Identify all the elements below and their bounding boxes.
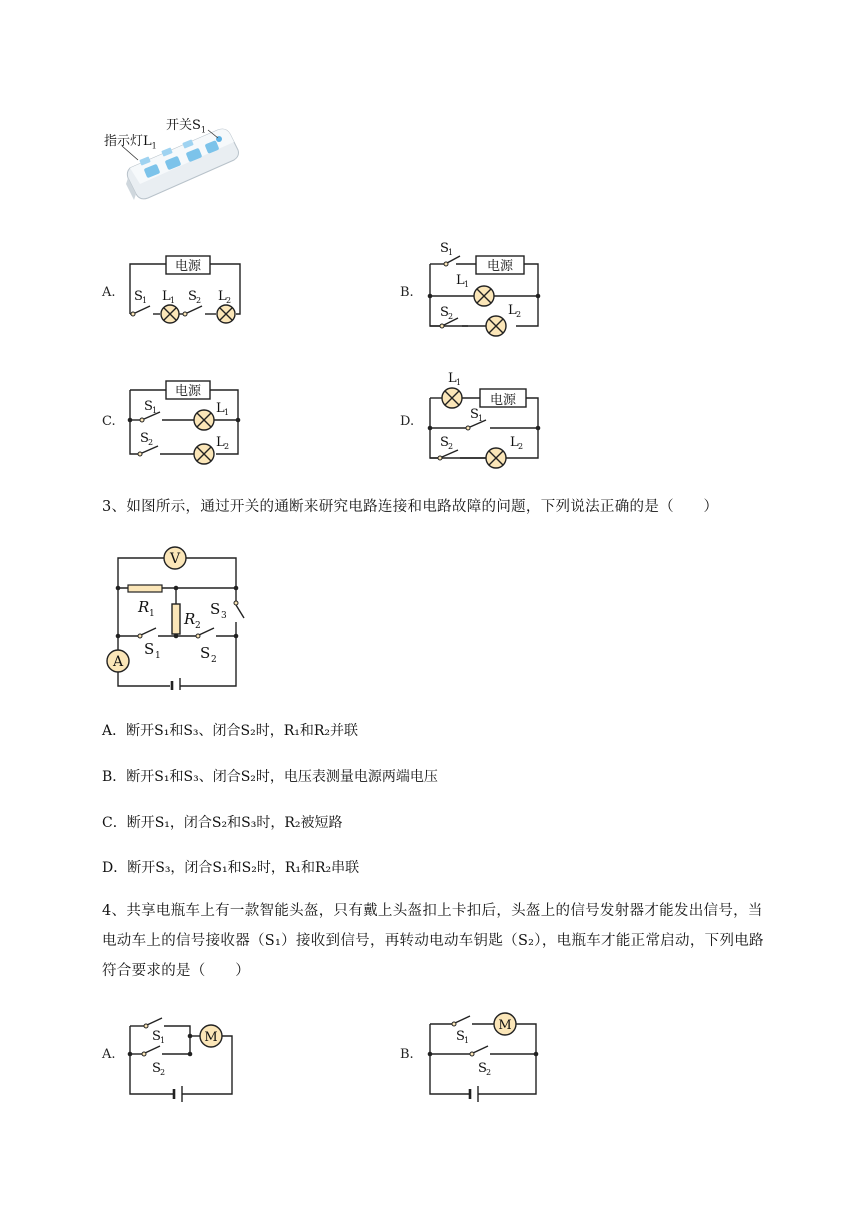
svg-text:2: 2 bbox=[448, 442, 454, 451]
svg-text:L: L bbox=[216, 435, 225, 450]
circuit-q3 bbox=[100, 540, 250, 690]
svg-text:1: 1 bbox=[464, 1036, 470, 1045]
svg-text:S: S bbox=[140, 431, 149, 446]
svg-text:2: 2 bbox=[148, 438, 154, 447]
svg-text:S: S bbox=[440, 305, 449, 320]
svg-text:1: 1 bbox=[224, 408, 230, 417]
svg-text:S: S bbox=[200, 644, 211, 662]
svg-text:电源: 电源 bbox=[486, 259, 514, 274]
svg-text:1: 1 bbox=[160, 1036, 166, 1045]
svg-text:A: A bbox=[112, 654, 124, 670]
svg-text:2: 2 bbox=[516, 310, 522, 319]
svg-text:电源: 电源 bbox=[174, 384, 202, 399]
circuit-2b bbox=[420, 236, 550, 346]
q2-option-b-label[interactable]: B. bbox=[400, 285, 414, 300]
q4-stem-line1: 4、共享电瓶车上有一款智能头盔，只有戴上头盔扣上卡扣后，头盔上的信号发射器才能发出信号，当 bbox=[102, 903, 763, 919]
circuit-2c bbox=[120, 378, 250, 468]
svg-text:L: L bbox=[162, 289, 171, 304]
svg-text:S: S bbox=[134, 289, 143, 304]
svg-text:1: 1 bbox=[478, 414, 484, 423]
svg-text:S: S bbox=[210, 600, 221, 618]
svg-text:R: R bbox=[138, 598, 150, 616]
switch-label: 开关$S_1$ bbox=[166, 118, 206, 135]
q4-stem-line3: 符合要求的是（ ） bbox=[102, 963, 250, 979]
svg-text:2: 2 bbox=[224, 442, 230, 451]
svg-text:L: L bbox=[216, 401, 225, 416]
power-label: 电源 bbox=[174, 259, 202, 274]
svg-text:S: S bbox=[152, 1061, 161, 1076]
svg-text:3: 3 bbox=[221, 611, 227, 621]
q3-choice-c[interactable]: C．断开S₁，闭合S₂和S₃时，R₂被短路 bbox=[102, 815, 343, 831]
svg-text:1: 1 bbox=[464, 280, 470, 289]
svg-text:M: M bbox=[204, 1030, 218, 1045]
svg-text:2: 2 bbox=[196, 296, 202, 305]
svg-text:S: S bbox=[144, 640, 155, 658]
svg-text:2: 2 bbox=[195, 621, 201, 631]
svg-text:1: 1 bbox=[456, 378, 462, 387]
svg-text:S: S bbox=[152, 1029, 161, 1044]
svg-text:2: 2 bbox=[486, 1068, 492, 1077]
svg-text:1: 1 bbox=[448, 248, 454, 257]
svg-text:1: 1 bbox=[170, 296, 176, 305]
circuit-4b bbox=[420, 998, 545, 1110]
circuit-2d bbox=[420, 370, 550, 470]
circuit-2a bbox=[120, 250, 250, 330]
svg-text:M: M bbox=[498, 1018, 512, 1033]
svg-text:L: L bbox=[448, 371, 457, 386]
svg-text:电源: 电源 bbox=[489, 393, 517, 408]
svg-text:S: S bbox=[188, 289, 197, 304]
q4-option-a-label[interactable]: A. bbox=[102, 1047, 116, 1062]
svg-text:R: R bbox=[184, 610, 196, 628]
svg-text:L: L bbox=[510, 435, 519, 450]
q4-option-b-label[interactable]: B. bbox=[400, 1047, 414, 1062]
svg-text:2: 2 bbox=[211, 655, 217, 665]
svg-text:L: L bbox=[456, 273, 465, 288]
q3-stem: 3、如图所示，通过开关的通断来研究电路连接和电路故障的问题，下列说法正确的是（ ） bbox=[102, 499, 719, 515]
q2-option-c-label[interactable]: C. bbox=[102, 414, 116, 429]
svg-text:S: S bbox=[440, 241, 449, 256]
q2-option-a-label[interactable]: A. bbox=[102, 285, 116, 300]
circuit-4a bbox=[120, 1002, 245, 1112]
svg-text:S: S bbox=[478, 1061, 487, 1076]
q3-choice-d[interactable]: D．断开S₃，闭合S₁和S₂时，R₁和R₂串联 bbox=[102, 860, 360, 876]
svg-text:V: V bbox=[169, 551, 181, 567]
svg-text:2: 2 bbox=[518, 442, 524, 451]
q3-choice-b[interactable]: B．断开S₁和S₃、闭合S₂时，电压表测量电源两端电压 bbox=[102, 769, 438, 785]
svg-text:1: 1 bbox=[149, 609, 155, 619]
svg-text:S: S bbox=[440, 435, 449, 450]
svg-text:S: S bbox=[470, 407, 479, 422]
svg-text:L: L bbox=[508, 303, 517, 318]
svg-text:L: L bbox=[218, 289, 227, 304]
lamp-label: 指示灯$L_1$ bbox=[104, 134, 157, 151]
svg-text:S: S bbox=[144, 399, 153, 414]
svg-text:1: 1 bbox=[155, 651, 161, 661]
svg-text:2: 2 bbox=[448, 312, 454, 321]
q4-stem-line2: 电动车上的信号接收器（S₁）接收到信号，再转动电动车钥匙（S₂），电瓶车才能正常启动，下列电路 bbox=[102, 933, 764, 949]
svg-text:2: 2 bbox=[226, 296, 232, 305]
q3-choice-a[interactable]: A．断开S₁和S₃、闭合S₂时，R₁和R₂并联 bbox=[102, 723, 359, 739]
svg-text:2: 2 bbox=[160, 1068, 166, 1077]
q2-option-d-label[interactable]: D. bbox=[400, 414, 415, 429]
svg-text:1: 1 bbox=[152, 406, 158, 415]
svg-text:S: S bbox=[456, 1029, 465, 1044]
svg-text:1: 1 bbox=[142, 296, 148, 305]
